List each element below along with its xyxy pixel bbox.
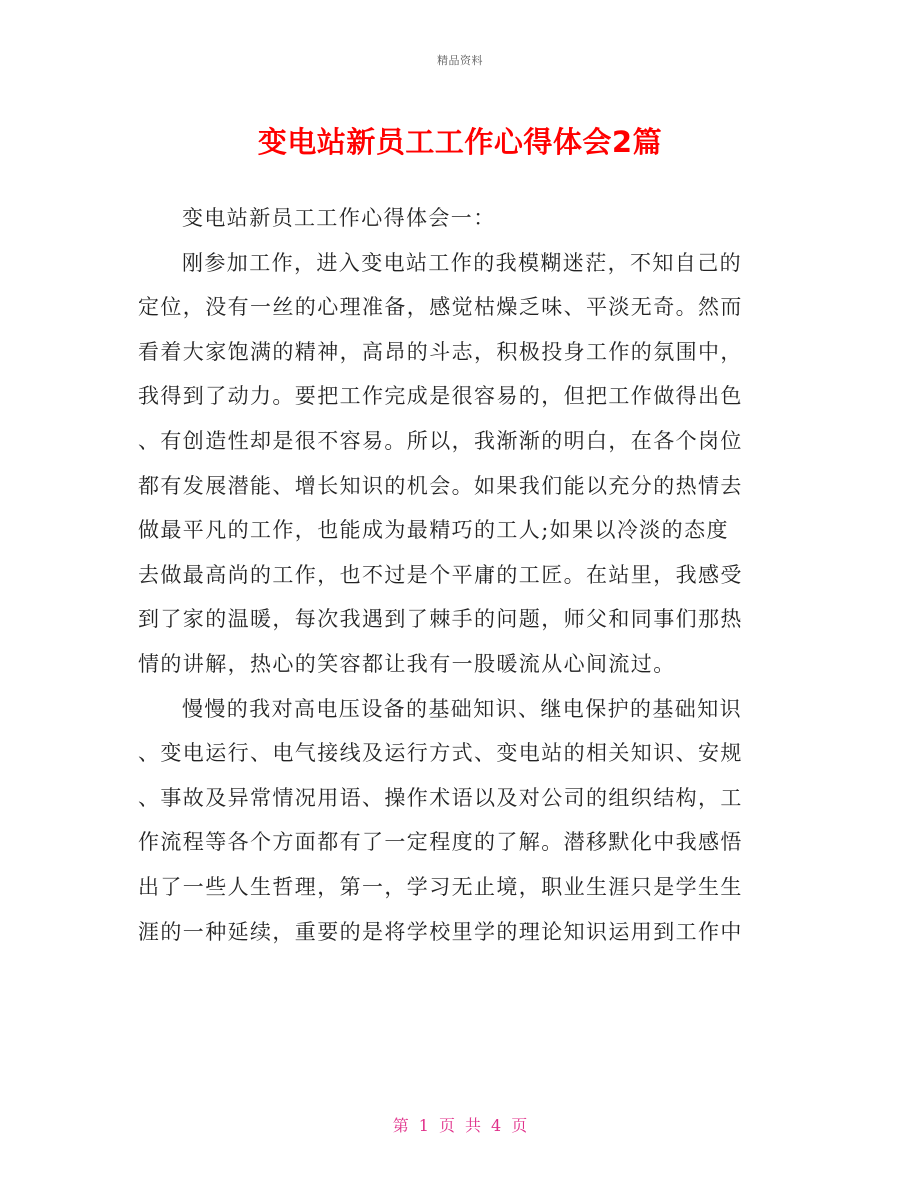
paragraph-line: 、变电运行、电气接线及运行方式、变电站的相关知识、安规 — [138, 741, 743, 766]
header-label: 精品资料 — [437, 54, 483, 67]
footer-prefix: 第 — [392, 1116, 409, 1135]
paragraph-line: 都有发展潜能、增长知识的机会。如果我们能以充分的热情去 — [138, 473, 743, 498]
paragraph-line: 定位，没有一丝的心理准备，感觉枯燥乏味、平淡无奇。然而 — [138, 295, 743, 320]
paragraph-line: 、有创造性却是很不容易。所以，我渐渐的明白，在各个岗位 — [138, 428, 743, 453]
paragraph-line: 去做最高尚的工作，也不过是个平庸的工匠。在站里，我感受 — [138, 562, 743, 587]
footer-page-word: 页 — [438, 1116, 455, 1135]
section-heading-text: 变电站新员工工作心得体会一： — [182, 206, 496, 230]
footer-total-prefix: 共 — [465, 1116, 482, 1135]
paragraph-line: 涯的一种延续，重要的是将学校里学的理论知识运用到工作中 — [138, 919, 743, 944]
paragraph-line: 、事故及异常情况用语、操作术语以及对公司的组织结构，工 — [138, 785, 743, 810]
current-page-number: 1 — [418, 1116, 429, 1135]
section-heading — [138, 196, 788, 241]
footer-total-suffix: 页 — [511, 1116, 528, 1135]
total-pages-number: 4 — [491, 1116, 502, 1135]
page-footer — [0, 1113, 920, 1136]
paragraph-line: 看着大家饱满的精神，高昂的斗志，积极投身工作的氛围中， — [138, 339, 743, 364]
paragraph-2 — [138, 687, 788, 955]
paragraph-line: 到了家的温暖，每次我遇到了棘手的问题，师父和同事们那热 — [138, 607, 743, 632]
document-title: 变电站新员工工作心得体会2篇 — [257, 125, 663, 159]
paragraph-line: 慢慢的我对高电压设备的基础知识、继电保护的基础知识 — [182, 696, 742, 721]
paragraph-line: 作流程等各个方面都有了一定程度的了解。潜移默化中我感悟 — [138, 830, 743, 855]
paragraph-1 — [138, 241, 788, 687]
paragraph-line: 做最平凡的工作，也能成为最精巧的工人;如果以冷淡的态度 — [138, 518, 729, 543]
paragraph-line: 刚参加工作，进入变电站工作的我模糊迷茫，不知自己的 — [182, 250, 742, 275]
document-body — [138, 196, 788, 954]
paragraph-line: 出了一些人生哲理，第一，学习无止境，职业生涯只是学生生 — [138, 874, 743, 899]
paragraph-line: 我得到了动力。要把工作完成是很容易的，但把工作做得出色 — [138, 384, 743, 409]
paragraph-line: 情的讲解，热心的笑容都让我有一股暖流从心间流过。 — [138, 651, 676, 676]
